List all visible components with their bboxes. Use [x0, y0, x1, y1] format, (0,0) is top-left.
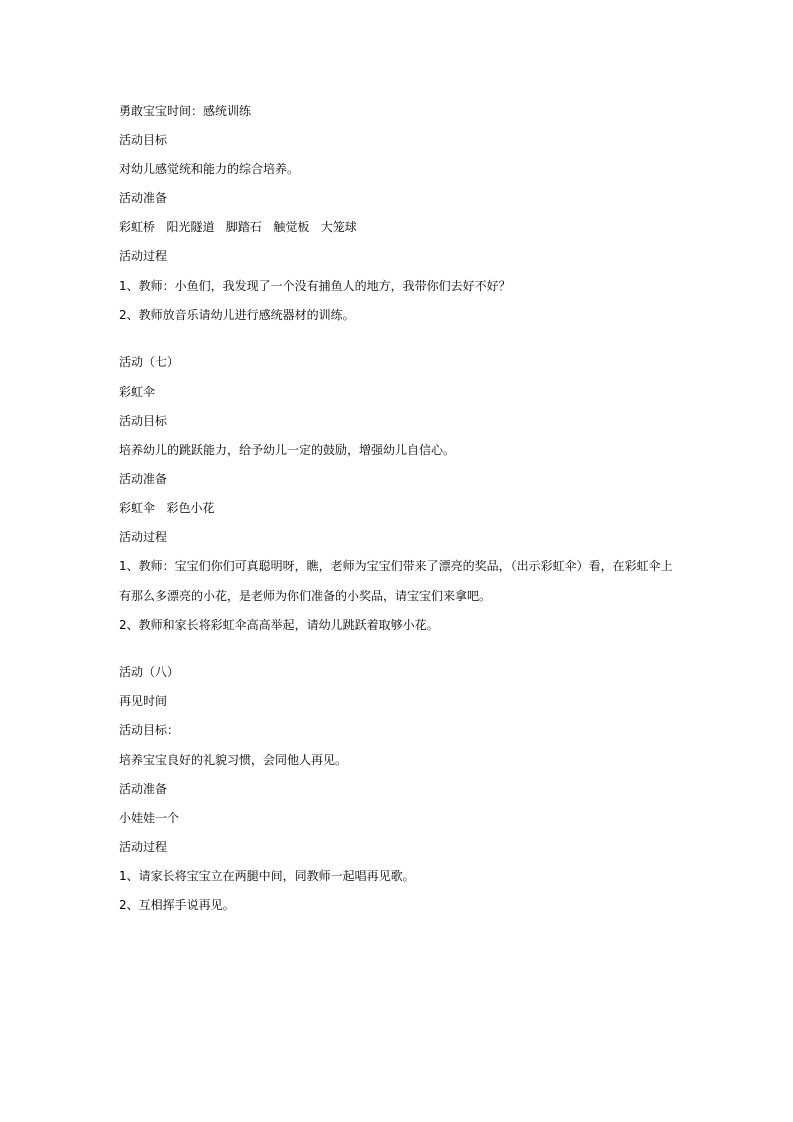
prep-heading: 活动准备 — [119, 782, 168, 796]
prep-text: 小娃娃一个 — [119, 811, 180, 825]
goal-text: 对幼儿感觉统和能力的综合培养。 — [119, 162, 300, 176]
prep-heading: 活动准备 — [119, 191, 168, 205]
process-step: 1、请家长将宝宝立在两腿中间，同教师一起唱再见歌。 — [119, 869, 415, 883]
process-heading: 活动过程 — [119, 249, 168, 263]
goal-text: 培养幼儿的跳跃能力，给予幼儿一定的鼓励，增强幼儿自信心。 — [119, 443, 456, 457]
prep-text: 彩虹桥 阳光隧道 脚踏石 触觉板 大笼球 — [119, 220, 357, 234]
activity-number: 活动（七） — [119, 355, 180, 369]
goal-heading: 活动目标： — [119, 723, 180, 737]
process-heading: 活动过程 — [119, 530, 168, 544]
section-title: 彩虹伞 — [119, 385, 156, 399]
process-step: 有那么多漂亮的小花，是老师为你们准备的小奖品，请宝宝们来拿吧。 — [119, 589, 492, 603]
process-step: 2、教师放音乐请幼儿进行感统器材的训练。 — [119, 308, 355, 322]
section-title: 再见时间 — [119, 694, 168, 708]
activity-number: 活动（八） — [119, 665, 180, 679]
process-step: 1、教师：宝宝们你们可真聪明呀，瞧，老师为宝宝们带来了漂亮的奖品，（出示彩虹伞）看，在彩虹伞上 — [119, 559, 673, 573]
goal-heading: 活动目标 — [119, 414, 168, 428]
prep-heading: 活动准备 — [119, 472, 168, 486]
prep-text: 彩虹伞 彩色小花 — [119, 501, 215, 515]
goal-heading: 活动目标 — [119, 133, 168, 147]
process-step: 2、互相挥手说再见。 — [119, 898, 235, 912]
process-step: 2、教师和家长将彩虹伞高高举起，请幼儿跳跃着取够小花。 — [119, 618, 439, 632]
process-heading: 活动过程 — [119, 840, 168, 854]
goal-text: 培养宝宝良好的礼貌习惯，会同他人再见。 — [119, 753, 348, 767]
process-step: 1、教师：小鱼们，我发现了一个没有捕鱼人的地方，我带你们去好不好？ — [119, 279, 511, 293]
section-title: 勇敢宝宝时间：感统训练 — [119, 104, 252, 118]
